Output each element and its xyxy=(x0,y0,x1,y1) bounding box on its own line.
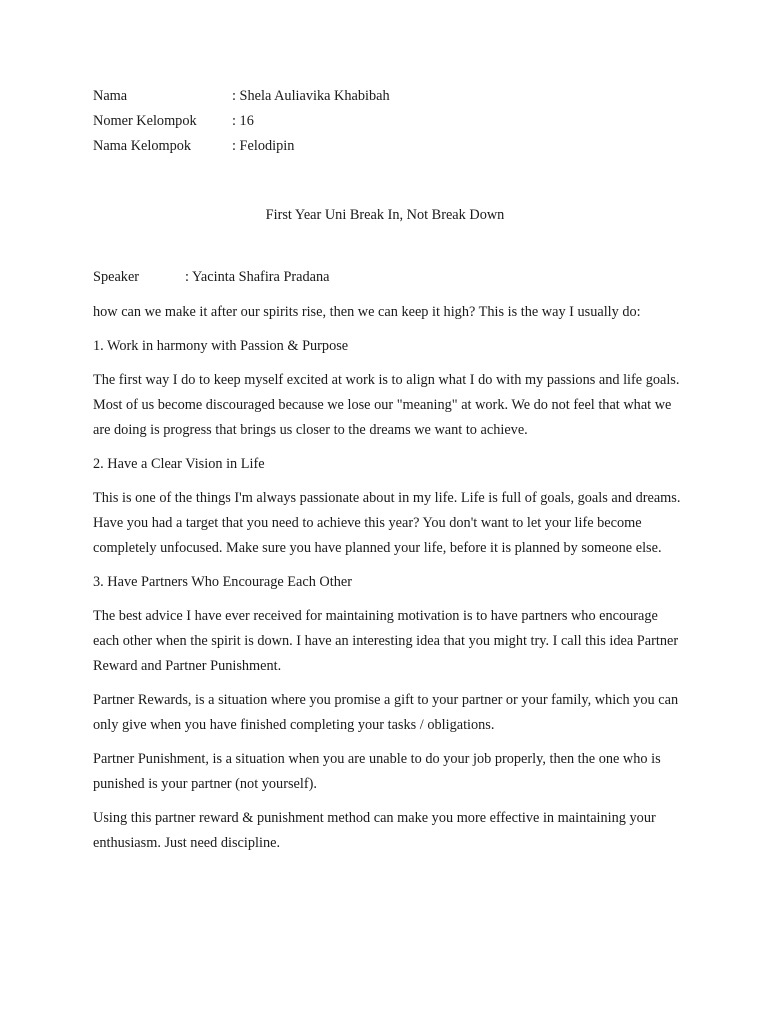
document-title: First Year Uni Break In, Not Break Down xyxy=(265,207,505,223)
body-paragraph: This is one of the things I'm always passionate about in my life. Life is full of goals, goals and dreams. Have you had a target that you need to achieve this year? You don't want to let your life become completely unfocused. Make sure you have planned your life, before it is planned by someone else. xyxy=(93,490,681,556)
speaker-line xyxy=(93,267,330,287)
meta-label: Nama Kelompok xyxy=(93,138,192,154)
section-heading: 3. Have Partners Who Encourage Each Other xyxy=(93,574,352,590)
meta-value: : Shela Auliavika Khabibah xyxy=(232,88,390,104)
body-paragraph: Partner Rewards, is a situation where you promise a gift to your partner or your family, which you can only give when you have finished completing your tasks / obligations. xyxy=(93,692,679,733)
meta-row-group-number xyxy=(93,111,390,136)
speaker-label: Speaker xyxy=(93,269,140,285)
body-paragraph: The first way I do to keep myself excited at work is to align what I do with my passions and life goals. Most of us become discouraged because we lose our "meaning" at work. We do not feel that what we are doing is progress that brings us closer to the dreams we want to achieve. xyxy=(93,372,680,438)
body-paragraph: The best advice I have ever received for maintaining motivation is to have partners who encourage each other when the spirit is down. I have an interesting idea that you might try. I call this idea Partner Reward and Partner Punishment. xyxy=(93,608,679,674)
meta-row-group-name xyxy=(93,136,390,161)
speaker-name: : Yacinta Shafira Pradana xyxy=(185,269,330,285)
meta-value: : 16 xyxy=(232,113,254,129)
document-body xyxy=(93,300,683,865)
meta-label: Nama xyxy=(93,88,128,104)
meta-value: : Felodipin xyxy=(232,138,295,154)
identity-block xyxy=(93,86,390,161)
intro-paragraph: how can we make it after our spirits rise, then we can keep it high? This is the way I usually do: xyxy=(93,304,641,320)
section-heading: 1. Work in harmony with Passion & Purpose xyxy=(93,338,349,354)
body-paragraph: Partner Punishment, is a situation when you are unable to do your job properly, then the one who is punished is your partner (not yourself). xyxy=(93,751,661,792)
meta-label: Nomer Kelompok xyxy=(93,113,197,129)
meta-row-name xyxy=(93,86,390,111)
section-heading: 2. Have a Clear Vision in Life xyxy=(93,456,265,472)
body-paragraph: Using this partner reward & punishment method can make you more effective in maintaining your enthusiasm. Just need discipline. xyxy=(93,810,656,851)
